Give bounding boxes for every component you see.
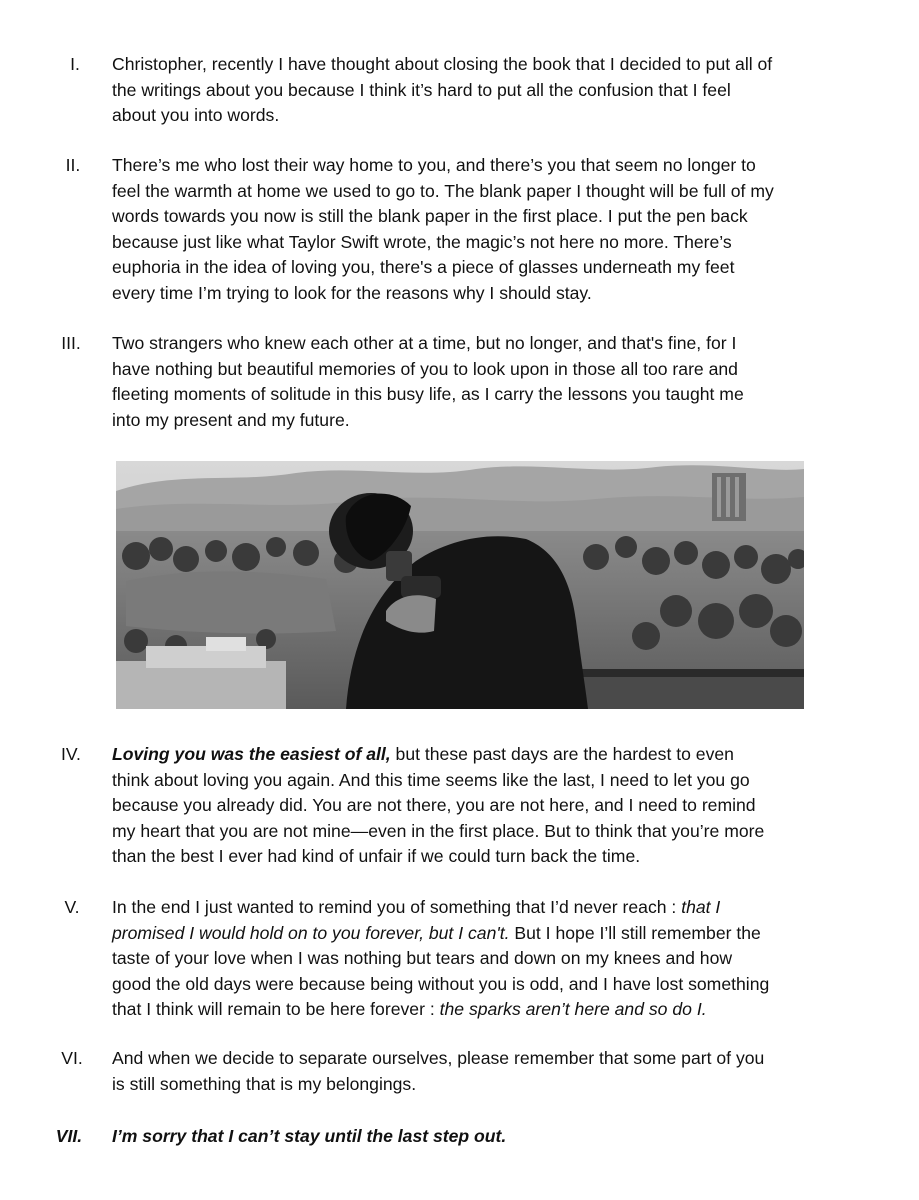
italic-text: that I xyxy=(681,897,721,917)
text-line xyxy=(112,742,842,768)
text-line: good the old days were because being without you is odd, and I have lost something xyxy=(112,973,770,994)
item-text xyxy=(112,331,842,433)
text-line: the writings about you because I think it’s hard to put all the confusion that I feel xyxy=(112,79,731,100)
text-line: my heart that you are not mine—even in the first place. But to think that you’re more xyxy=(112,820,765,841)
item-text xyxy=(112,895,842,1023)
item-text xyxy=(112,1124,842,1150)
text-line: There’s me who lost their way home to you, and there’s you that seem no longer to xyxy=(112,155,756,175)
item-text xyxy=(112,1046,842,1097)
text-span: that I think will remain to be here forever : xyxy=(112,999,440,1020)
item-text xyxy=(112,52,842,129)
text-line: about you into words. xyxy=(112,105,280,126)
italic-text: promised I would hold on to you forever, but I can't. xyxy=(112,922,510,943)
item-numeral: V. xyxy=(64,897,80,917)
text-line: than the best I ever had kind of unfair if we could turn back the time. xyxy=(112,846,641,867)
text-line: taste of your love when I was nothing but tears and down on my knees and how xyxy=(112,948,733,969)
item-numeral: VI. xyxy=(61,1048,83,1068)
item-numeral: II. xyxy=(65,155,81,175)
text-line: think about loving you again. And this time seems like the last, I need to let you go xyxy=(112,769,750,790)
item-text xyxy=(112,153,842,307)
text-line: is still something that is my belongings. xyxy=(112,1073,417,1094)
text-span: but these past days are the hardest to even xyxy=(390,744,734,764)
text-line: fleeting moments of solitude in this busy life, as I carry the lessons you taught me xyxy=(112,384,744,405)
text-line: have nothing but beautiful memories of you to look upon in those all too rare and xyxy=(112,358,738,379)
item-numeral: I. xyxy=(70,54,80,74)
text-line: feel the warmth at home we used to go to. The blank paper I thought will be full of my xyxy=(112,180,774,201)
text-span: In the end I just wanted to remind you of something that I’d never reach : xyxy=(112,897,682,917)
text-line: euphoria in the idea of loving you, there's a piece of glasses underneath my feet xyxy=(112,257,735,278)
text-span: But I hope I’ll still remember the xyxy=(509,922,761,943)
photo xyxy=(116,461,804,709)
text-line: every time I’m trying to look for the reasons why I should stay. xyxy=(112,282,592,303)
text-line: Two strangers who knew each other at a time, but no longer, and that's fine, for I xyxy=(112,333,737,353)
text-line: And when we decide to separate ourselves, please remember that some part of you xyxy=(112,1048,765,1068)
text-line: Christopher, recently I have thought about closing the book that I decided to put all of xyxy=(112,54,773,74)
text-line xyxy=(112,997,842,1023)
item-numeral: IV. xyxy=(61,744,81,764)
text-line: into my present and my future. xyxy=(112,409,350,430)
text-line xyxy=(112,921,842,947)
item-text xyxy=(112,742,842,870)
emphasis-text: Loving you was the easiest of all, xyxy=(112,744,391,764)
text-line: because you already did. You are not there, you are not here, and I need to remind xyxy=(112,795,756,816)
text-line: words towards you now is still the blank paper in the first place. I put the pen back xyxy=(112,206,748,227)
text-line xyxy=(112,895,842,921)
item-numeral: III. xyxy=(61,333,81,353)
photo-image xyxy=(116,461,804,709)
text-line: because just like what Taylor Swift wrote, the magic’s not here no more. There’s xyxy=(112,231,732,252)
italic-text: the sparks aren’t here and so do I. xyxy=(439,999,707,1020)
text-line: I’m sorry that I can’t stay until the last step out. xyxy=(112,1126,507,1146)
item-numeral: VII. xyxy=(55,1126,83,1146)
